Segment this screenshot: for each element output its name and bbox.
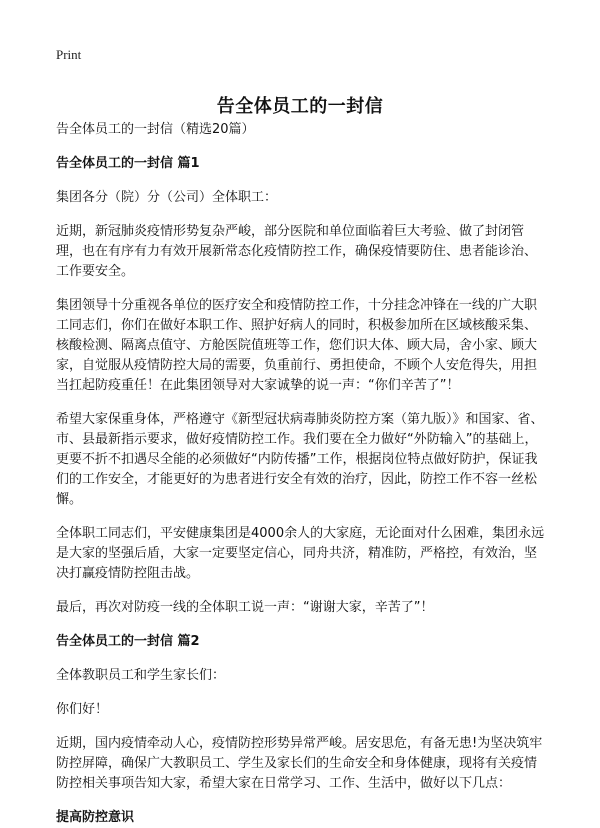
print-link[interactable]: Print	[56, 47, 82, 62]
paragraph: 近期，国内疫情牵动人心，疫情防控形势异常严峻。居安思危，有备无患!为坚决筑牢防控屏障，确保广大教职员工、学生及家长们的生命安全和身体健康，现将有关疫情防控相关事项告知大家，希望大家在日常学习、工作、生活中，做好以下几点：	[56, 736, 543, 791]
paragraph: 集团领导十分重视各单位的医疗安全和疫情防控工作，十分挂念冲锋在一线的广大职工同志们，你们在做好本职工作、照护好病人的同时，积极参加所在区域核酸采集、核酸检测、隔离点值守、方舱医院值班等工作，您们识大体、顾大局，舍小家、顾大家，自觉服从疫情防控大局的需要，负重前行、勇担使命，不顾个人安危得失，用担当扛起防疫重任！在此集团领导对大家诚挚的说一声：“你们辛苦了”！	[56, 298, 538, 393]
paragraph: 最后，再次对防疫一线的全体职工说一声：“谢谢大家，辛苦了”！	[56, 600, 434, 615]
page-title: 告全体员工的一封信	[216, 96, 384, 118]
subheading: 提高防控意识	[56, 810, 135, 825]
section-heading-2: 告全体员工的一封信 篇2	[56, 634, 200, 649]
paragraph: 全体职工同志们，平安健康集团是4000余人的大家庭，无论面对什么困难，集团永远是大家的坚强后盾，大家一定要坚定信心，同舟共济，精准防，严格控，有效治，坚决打赢疫情防控阻击战。	[56, 526, 545, 581]
paragraph: 希望大家保重身体，严格遵守《新型冠状病毒肺炎防控方案（第九版）》和国家、省、市、县最新指示要求，做好疫情防控工作。我们要在全力做好“外防输入”的基础上，更要不折不扣遇尽全能的必须做好“内防传播”工作，根据岗位特点做好防护，保证我们的工作安全，才能更好的为患者进行安全有效的治疗，因此，防控工作不容一丝松懈。	[56, 412, 544, 507]
article-subtitle: 告全体员工的一封信（精选20篇）	[56, 122, 255, 137]
salutation: 集团各分（院）分（公司）全体职工：	[56, 190, 278, 205]
paragraph: 近期，新冠肺炎疫情形势复杂严峻，部分医院和单位面临着巨大考验、做了封闭管理，也在有序有力有效开展新常态化疫情防控工作，确保疫情要防住、患者能诊治、工作要安全。	[56, 224, 538, 279]
greeting: 你们好！	[56, 702, 109, 717]
salutation: 全体教职员工和学生家长们：	[56, 668, 226, 683]
article-body	[56, 120, 546, 828]
section-heading-1: 告全体员工的一封信 篇1	[56, 156, 200, 171]
